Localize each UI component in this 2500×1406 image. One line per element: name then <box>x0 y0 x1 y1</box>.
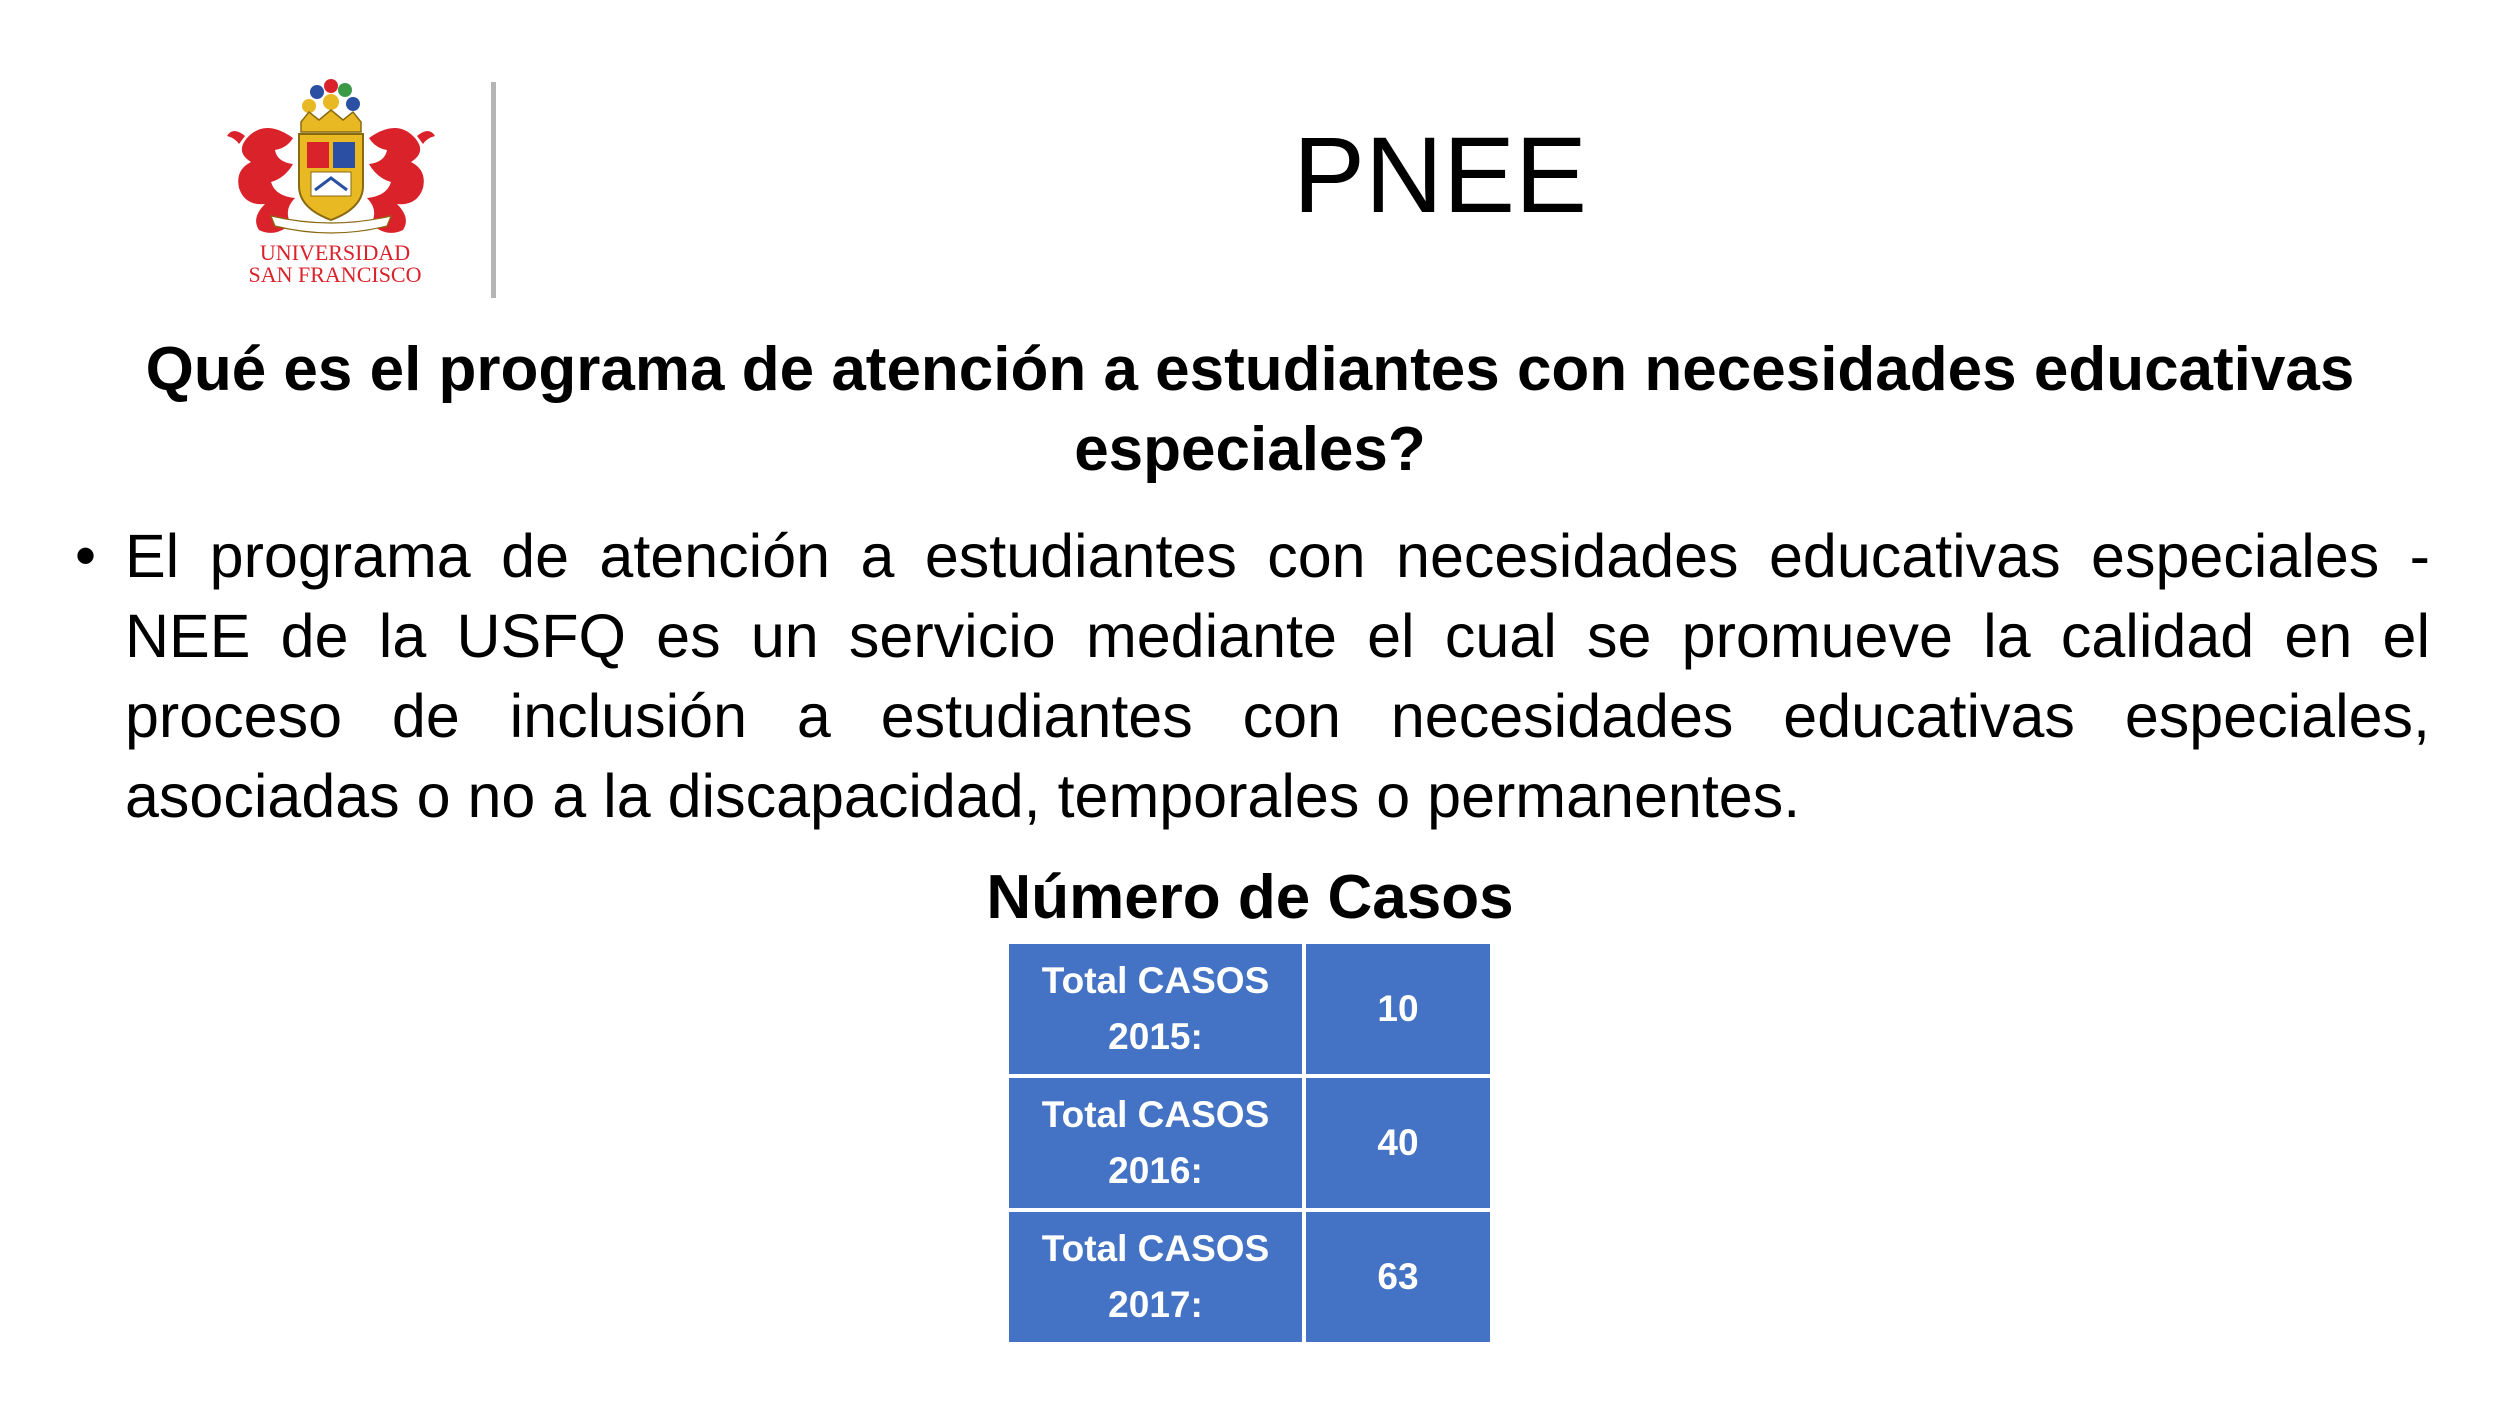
table-cell-label: Total CASOS 2017: <box>1009 1212 1302 1342</box>
table-cell-value: 10 <box>1306 944 1490 1074</box>
cases-table <box>1005 940 1494 1346</box>
table-cell-label: Total CASOS 2015: <box>1009 944 1302 1074</box>
table-cell-label: Total CASOS 2016: <box>1009 1078 1302 1208</box>
table-title: Número de Casos <box>986 863 1514 932</box>
table-row <box>1009 944 1490 1074</box>
logo-line1: UNIVERSIDAD <box>259 240 411 265</box>
coat-of-arms-icon <box>205 78 465 288</box>
table-row <box>1009 1212 1490 1342</box>
slide-title: PNEE <box>1292 114 1588 235</box>
bullet-item <box>75 516 2430 836</box>
table-row <box>1009 1078 1490 1208</box>
logo-line2: SAN FRANCISCO <box>248 262 422 287</box>
usfq-logo <box>205 78 465 288</box>
bullet-text: El programa de atención a estudiantes con necesidades educativas especiales - NEE de la USFQ es un servicio mediante el cual se promueve la calidad en el proceso de inclusión a estudiantes con necesidades educativas especiales, asociadas o no a la discapacidad, temporales o permanentes. <box>125 522 2430 830</box>
table-cell-value: 63 <box>1306 1212 1490 1342</box>
logo-divider <box>491 82 496 298</box>
question-heading: Qué es el programa de atención a estudiantes con necesidades educativas especiales? <box>145 335 2355 484</box>
bullet-dot-icon: • <box>75 522 97 589</box>
table-cell-value: 40 <box>1306 1078 1490 1208</box>
